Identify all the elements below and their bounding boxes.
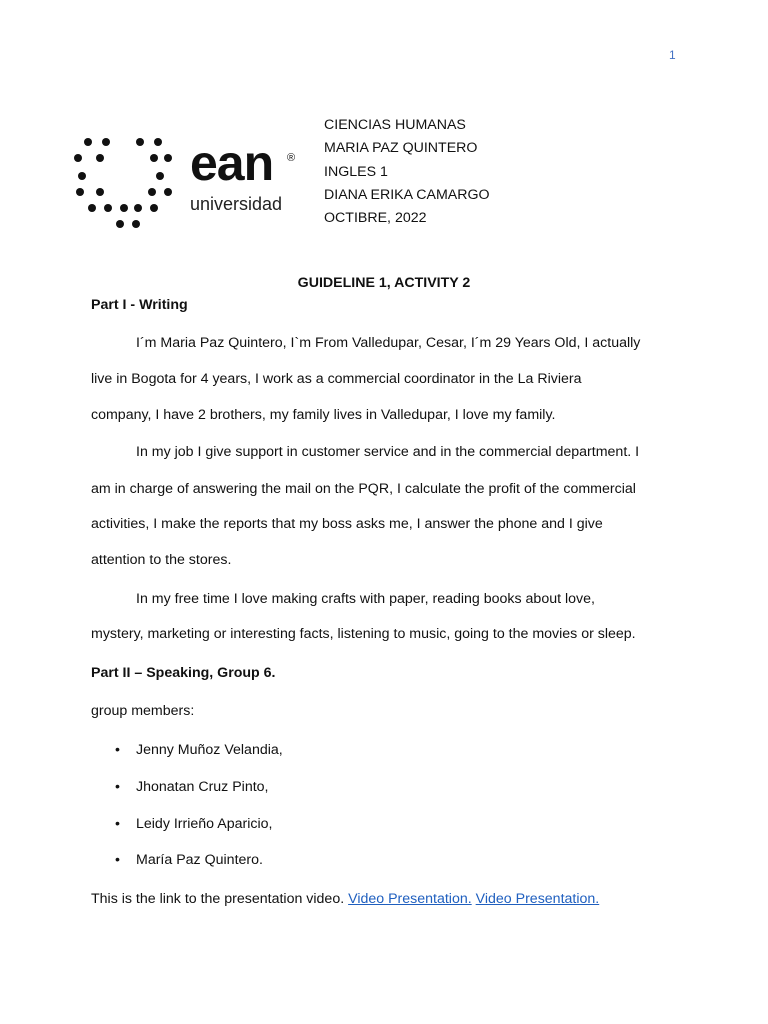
list-item	[115, 816, 272, 832]
logo-dot	[116, 220, 124, 228]
logo-dot	[156, 172, 164, 180]
header-info-block	[324, 114, 490, 230]
member-name: Jhonatan Cruz Pinto,	[136, 779, 269, 795]
bullet-icon: •	[115, 742, 120, 758]
logo-brand-text: ean	[190, 135, 274, 191]
ean-university-logo	[72, 128, 304, 232]
bullet-icon: •	[115, 852, 120, 868]
logo-dot	[164, 188, 172, 196]
logo-dot	[150, 154, 158, 162]
member-name: Jenny Muñoz Velandia,	[136, 742, 283, 758]
subject-line: CIENCIAS HUMANAS	[324, 117, 466, 133]
member-name: Leidy Irrieño Aparicio,	[136, 816, 273, 832]
paragraph-line: live in Bogota for 4 years, I work as a commercial coordinator in the La Riviera	[91, 371, 582, 387]
logo-dot	[104, 204, 112, 212]
logo-dot	[102, 138, 110, 146]
logo-dot	[136, 138, 144, 146]
part1-heading: Part I - Writing	[91, 297, 188, 313]
paragraph-line: activities, I make the reports that my boss asks me, I answer the phone and I give	[91, 516, 603, 532]
video-presentation-link-2[interactable]: Video Presentation.	[475, 891, 600, 907]
logo-tagline: universidad	[190, 194, 283, 214]
part2-heading: Part II – Speaking, Group 6.	[91, 665, 276, 681]
date-line: OCTIBRE, 2022	[324, 210, 427, 227]
video-presentation-link[interactable]: Video Presentation.	[348, 891, 472, 907]
paragraph-line: company, I have 2 brothers, my family lives in Valledupar, I love my family.	[91, 407, 556, 423]
member-name: María Paz Quintero.	[136, 852, 263, 868]
paragraph-line: am in charge of answering the mail on the PQR, I calculate the profit of the commercial	[91, 481, 636, 497]
document-title: GUIDELINE 1, ACTIVITY 2	[297, 275, 471, 291]
logo-dot	[164, 154, 172, 162]
logo-dot	[78, 172, 86, 180]
teacher-line: DIANA ERIKA CAMARGO	[324, 186, 490, 203]
logo-dot	[154, 138, 162, 146]
paragraph-line: I´m Maria Paz Quintero, I`m From Valledupar, Cesar, I´m 29 Years Old, I actually	[136, 335, 641, 351]
logo-dot	[88, 204, 96, 212]
page-number: 1	[669, 48, 676, 62]
logo-dot	[148, 188, 156, 196]
registered-mark: ®	[287, 152, 296, 164]
paragraph-line: mystery, marketing or interesting facts, listening to music, going to the movies or sleep.	[91, 626, 636, 642]
bullet-icon: •	[115, 779, 120, 795]
logo-dot	[150, 204, 158, 212]
logo-dot	[134, 204, 142, 212]
logo-dot	[76, 188, 84, 196]
list-item	[115, 852, 263, 868]
course-line: INGLES 1	[324, 163, 388, 180]
paragraph-line: In my job I give support in customer service and in the commercial department. I	[136, 444, 640, 460]
logo-dot	[74, 154, 82, 162]
logo-dot	[120, 204, 128, 212]
paragraph-line: In my free time I love making crafts with paper, reading books about love,	[136, 591, 595, 607]
paragraph-line: attention to the stores.	[91, 552, 232, 568]
group-members-label: group members:	[91, 703, 195, 719]
student-line: MARIA PAZ QUINTERO	[324, 140, 478, 157]
bullet-icon: •	[115, 816, 120, 832]
list-item	[115, 742, 283, 758]
list-item	[115, 779, 269, 795]
logo-dot	[96, 154, 104, 162]
presentation-link-line	[91, 891, 599, 907]
link-intro-text: This is the link to the presentation video.	[91, 891, 345, 907]
logo-dot	[96, 188, 104, 196]
logo-dot	[84, 138, 92, 146]
logo-dot	[132, 220, 140, 228]
